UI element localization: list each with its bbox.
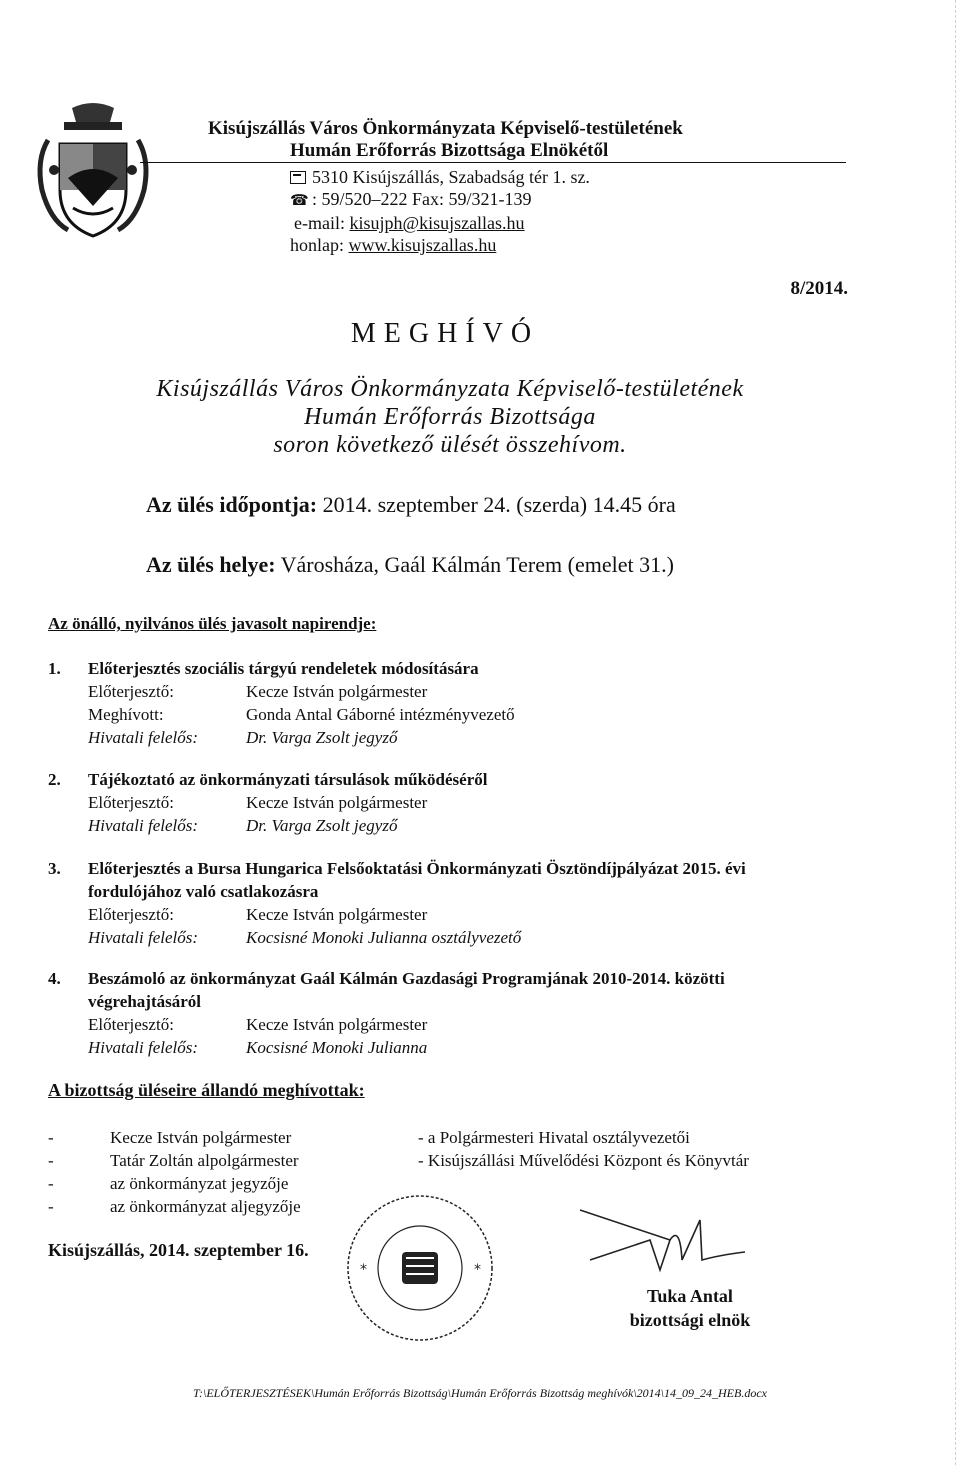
contact-block xyxy=(290,166,590,256)
row-value: Gonda Antal Gáborné intézményvezető xyxy=(246,705,515,724)
permanent-invitees-title: A bizottság üléseire állandó meghívottak: xyxy=(48,1080,365,1100)
agenda-item-row xyxy=(88,814,848,837)
meeting-place xyxy=(146,552,674,578)
list-item xyxy=(48,1126,301,1149)
row-value: Kocsisné Monoki Julianna osztályvezető xyxy=(246,928,522,947)
row-key: Meghívott: xyxy=(88,705,164,724)
agenda-item-title: Tájékoztató az önkormányzati társulások működéséről xyxy=(88,770,488,789)
agenda-title: Az önálló, nyilvános ülés javasolt napirendje: xyxy=(48,614,377,633)
row-key: Hivatali felelős: xyxy=(88,816,199,835)
agenda-item-row xyxy=(88,726,848,749)
agenda-item-number: 4. xyxy=(48,969,61,988)
list-item-text: - a Polgármesteri Hivatal osztályvezetői xyxy=(418,1128,690,1147)
row-value: Kecze István polgármester xyxy=(246,905,428,924)
meeting-place-value: Városháza, Gaál Kálmán Terem (emelet 31.) xyxy=(275,552,674,577)
letterhead xyxy=(208,118,848,162)
list-dash: - xyxy=(48,1197,54,1216)
list-item xyxy=(48,1172,301,1195)
list-item-text: az önkormányzat jegyzője xyxy=(110,1174,289,1193)
email-link[interactable]: kisujph@kisujszallas.hu xyxy=(349,213,525,233)
agenda-item-row xyxy=(88,926,848,949)
agenda-item-row xyxy=(88,791,848,814)
letterhead-title-line1: Kisújszállás Város Önkormányzata Képviselő-testületének xyxy=(208,118,683,139)
signer-name: Tuka Antal xyxy=(647,1286,733,1306)
list-dash: - xyxy=(48,1128,54,1147)
agenda-item xyxy=(48,657,848,749)
web-link[interactable]: www.kisujszallas.hu xyxy=(348,235,497,255)
row-value: Kecze István polgármester xyxy=(246,1015,428,1034)
row-key: Hivatali felelős: xyxy=(88,928,199,947)
page-title xyxy=(0,318,960,350)
web-row xyxy=(290,234,590,256)
agenda-item-title-cont: fordulójához való csatlakozásra xyxy=(88,882,319,901)
svg-text:*: * xyxy=(474,1262,481,1278)
intro-line3: soron következő ülését összehívom. xyxy=(273,432,627,458)
list-item xyxy=(48,1195,301,1218)
letterhead-title-line2: Humán Erőforrás Bizottsága Elnökétől xyxy=(290,140,609,161)
phone-text: : 59/520–222 Fax: 59/321-139 xyxy=(312,189,532,209)
coat-of-arms-icon xyxy=(28,100,158,245)
document-number: 8/2014. xyxy=(790,278,848,299)
intro-line2: Humán Erőforrás Bizottsága xyxy=(304,404,596,430)
address-text: 5310 Kisújszállás, Szabadság tér 1. sz. xyxy=(312,167,590,187)
list-dash: - xyxy=(48,1174,54,1193)
row-key: Előterjesztő: xyxy=(88,682,174,701)
email-row xyxy=(290,212,590,234)
meeting-place-label: Az ülés helye: xyxy=(146,552,276,577)
meeting-time-label: Az ülés időpontja: xyxy=(146,492,318,517)
intro-line1: Kisújszállás Város Önkormányzata Képviselő-testületének xyxy=(156,376,744,402)
agenda-item-title: Előterjesztés a Bursa Hungarica Felsőoktatási Önkormányzati Ösztöndíjpályázat 2015. évi xyxy=(88,859,746,878)
list-item xyxy=(48,1149,301,1172)
row-value: Kecze István polgármester xyxy=(246,793,428,812)
address-row xyxy=(290,166,590,188)
agenda-item xyxy=(48,857,848,949)
agenda-item-number: 3. xyxy=(48,859,61,878)
signature-icon xyxy=(560,1200,760,1290)
row-key: Hivatali felelős: xyxy=(88,1038,199,1057)
row-value: Kocsisné Monoki Julianna xyxy=(246,1038,428,1057)
list-item-text: Tatár Zoltán alpolgármester xyxy=(110,1151,299,1170)
list-item-text: az önkormányzat aljegyzője xyxy=(110,1197,301,1216)
agenda-item-row xyxy=(88,680,848,703)
footer-file-path: T:\ELŐTERJESZTÉSEK\Humán Erőforrás Bizottság\Humán Erőforrás Bizottság meghívók\2014\14_09_24_HEB.docx xyxy=(192,1386,767,1400)
list-item-text: - Kisújszállási Művelődési Központ és Könyvtár xyxy=(418,1151,749,1170)
permanent-invitees-right xyxy=(418,1126,749,1172)
official-stamp-icon xyxy=(340,1188,500,1348)
row-key: Hivatali felelős: xyxy=(88,728,199,747)
agenda-item xyxy=(48,967,848,1059)
agenda-item-row xyxy=(88,1036,848,1059)
intro-text xyxy=(0,375,900,459)
permanent-invitees-left xyxy=(48,1126,301,1218)
agenda-item-row xyxy=(88,1013,848,1036)
envelope-icon xyxy=(290,171,306,184)
row-key: Előterjesztő: xyxy=(88,1015,174,1034)
list-item-text: Kecze István polgármester xyxy=(110,1128,292,1147)
signer-role: bizottsági elnök xyxy=(629,1310,751,1330)
row-value: Kecze István polgármester xyxy=(246,682,428,701)
agenda-item-row xyxy=(88,903,848,926)
list-dash: - xyxy=(48,1151,54,1170)
meeting-time-value: 2014. szeptember 24. (szerda) 14.45 óra xyxy=(317,492,676,517)
agenda-item-number: 1. xyxy=(48,659,61,678)
agenda-item-number: 2. xyxy=(48,770,61,789)
place-date: Kisújszállás, 2014. szeptember 16. xyxy=(48,1240,309,1260)
phone-row xyxy=(290,188,590,212)
agenda-item-title: Előterjesztés szociális tárgyú rendeletek módosítására xyxy=(88,659,479,678)
web-label: honlap: xyxy=(290,235,349,255)
signer xyxy=(600,1284,780,1332)
row-value: Dr. Varga Zsolt jegyző xyxy=(246,728,398,747)
agenda-item-title-cont: végrehajtásáról xyxy=(88,992,201,1011)
agenda-item xyxy=(48,768,848,837)
letterhead-rule xyxy=(140,162,846,163)
agenda-item-row xyxy=(88,703,848,726)
row-value: Dr. Varga Zsolt jegyző xyxy=(246,816,398,835)
row-key: Előterjesztő: xyxy=(88,793,174,812)
row-key: Előterjesztő: xyxy=(88,905,174,924)
email-label: e-mail: xyxy=(294,213,350,233)
page-title-text: MEGHÍVÓ xyxy=(350,318,540,349)
meeting-time xyxy=(146,492,676,518)
agenda-item-title: Beszámoló az önkormányzat Gaál Kálmán Gazdasági Programjának 2010-2014. közötti xyxy=(88,969,725,988)
phone-icon: ☎ xyxy=(290,193,309,209)
page-edge xyxy=(954,0,956,1465)
svg-text:*: * xyxy=(360,1262,367,1278)
